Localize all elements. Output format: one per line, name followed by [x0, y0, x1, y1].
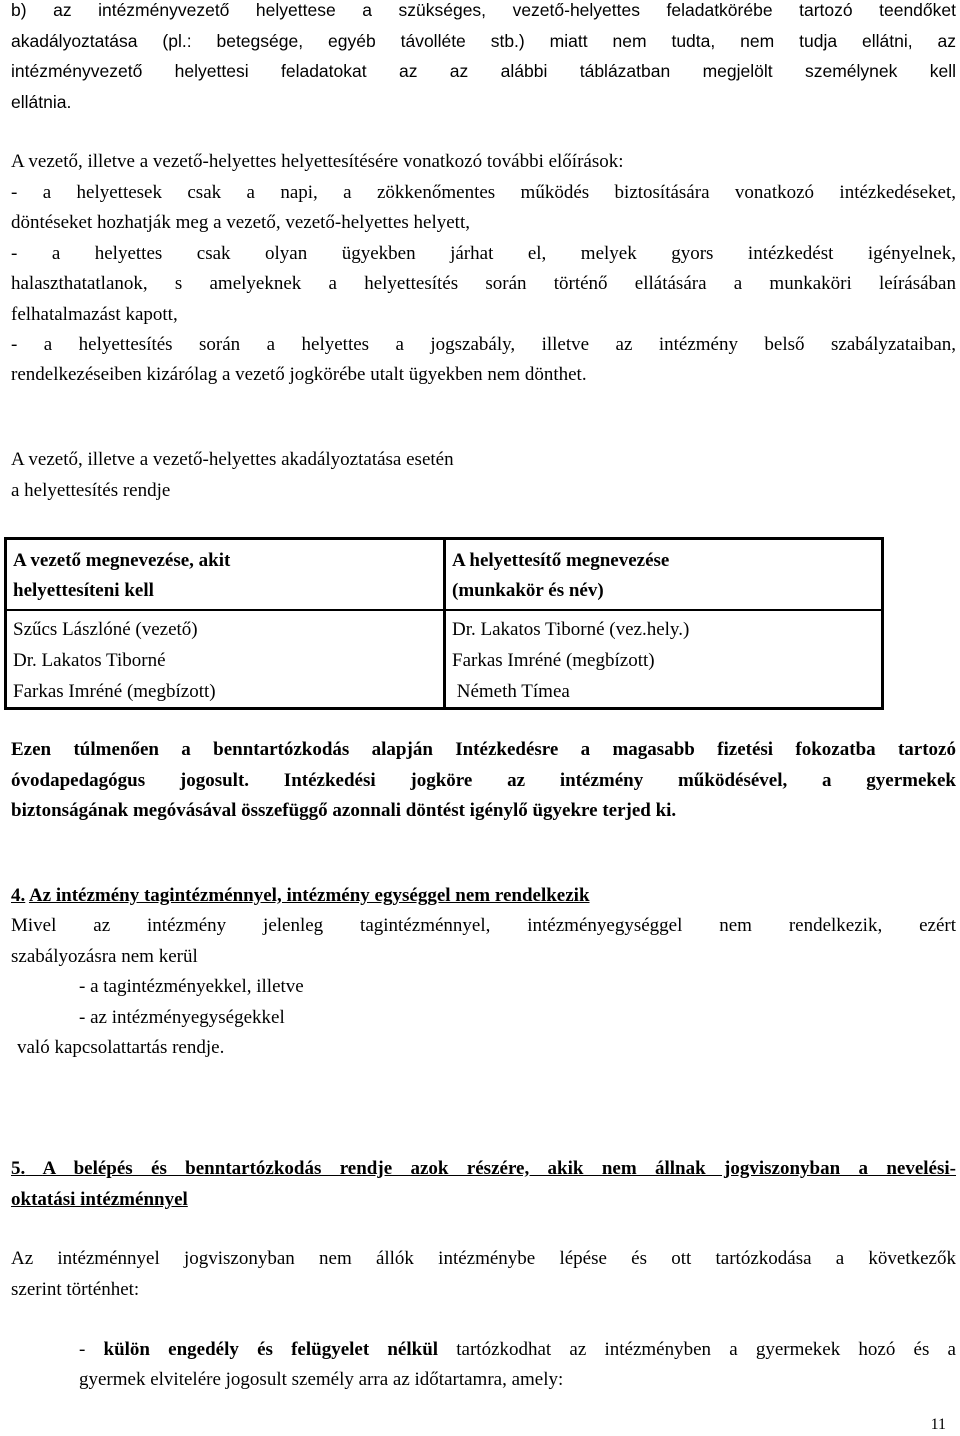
- table-cell: Németh Tímea: [452, 681, 570, 702]
- rules-bullet-line: halaszthatatlanok, s amelyeknek a helyettesítés során történő ellátására a munkaköri leírásában: [11, 273, 956, 294]
- section-title: Az intézmény tagintézménnyel, intézmény egységgel nem rendelkezik: [28, 885, 590, 906]
- rules-heading: A vezető, illetve a vezető-helyettes helyettesítésére vonatkozó további előírások:: [11, 151, 624, 172]
- section-4-list-item: - a tagintézményekkel, illetve: [79, 976, 304, 997]
- table-cell: Farkas Imréné (megbízott): [6, 676, 445, 709]
- section-5-line: Az intézménnyel jogviszonyban nem állók intézménybe lépése és ott tartózkodása a következők: [11, 1248, 956, 1269]
- section-title: A belépés és benntartózkodás rendje azok részére, akik nem állnak jogviszonyban a nevelési-: [42, 1158, 956, 1179]
- section-4-line: szabályozásra nem kerül: [11, 946, 198, 967]
- table-header-row: [6, 539, 883, 611]
- header-text: (munkakör és név): [452, 580, 604, 601]
- table-cell: Farkas Imréné (megbízott): [452, 650, 655, 671]
- rules-bullet-line: felhatalmazást kapott,: [11, 304, 178, 325]
- bold-line: óvodapedagógus jogosult. Intézkedési jogköre az intézmény működésével, a gyermekek: [11, 770, 956, 791]
- section-number: 5.: [11, 1158, 26, 1179]
- page-number: 11: [930, 1416, 946, 1433]
- rules-bullet-line: rendelkezéseiben kizárólag a vezető jogkörébe utalt ügyekben nem dönthet.: [11, 364, 587, 385]
- order-heading-line: a helyettesítés rendje: [11, 480, 171, 501]
- intro-line: b) az intézményvezető helyettese a szükséges, vezető-helyettes feladatkörébe tartozó teendőket: [11, 0, 956, 20]
- section-5-line: szerint történhet:: [11, 1279, 140, 1300]
- table-row: [6, 645, 883, 676]
- bold-line: biztonságának megóvásával összefüggő azonnali döntést igénylő ügyekre terjed ki.: [11, 800, 677, 821]
- table-header-cell: [445, 539, 883, 611]
- section-4-line: való kapcsolattartás rendje.: [17, 1037, 225, 1058]
- section-5-list-item: gyermek elvitelére jogosult személy arra az időtartamra, amely:: [79, 1369, 564, 1390]
- table-row: [6, 676, 883, 709]
- rules-bullet-line: - a helyettes csak olyan ügyekben járhat el, melyek gyors intézkedést igényelnek,: [11, 243, 956, 264]
- header-text: helyettesíteni kell: [13, 580, 154, 601]
- section-title: oktatási intézménnyel: [11, 1189, 188, 1210]
- header-text: A helyettesítő megnevezése: [452, 550, 670, 571]
- section-4-line: Mivel az intézmény jelenleg tagintézménnyel, intézményegységgel nem rendelkezik, ezért: [11, 915, 956, 936]
- section-5-list-item: [79, 1339, 956, 1361]
- order-heading-line: A vezető, illetve a vezető-helyettes akadályoztatása esetén: [11, 449, 454, 470]
- table-header-cell: [6, 539, 445, 611]
- header-text: A vezető megnevezése, akit: [13, 550, 231, 571]
- list-text: tartózkodhat az intézményben a gyermekek hozó és a: [438, 1339, 956, 1360]
- table-cell: Szűcs Lászlóné (vezető): [6, 610, 445, 645]
- rules-bullet-line: - a helyettesítés során a helyettes a jogszabály, illetve az intézmény belső szabályzataiban,: [11, 334, 956, 355]
- section-5-heading: [11, 1158, 956, 1180]
- table-cell: Dr. Lakatos Tiborné: [6, 645, 445, 676]
- intro-line: intézményvezető helyettesi feladatokat az az alábbi táblázatban megjelölt személynek kell: [11, 61, 956, 81]
- section-number: 4.: [11, 885, 26, 906]
- table-cell: Dr. Lakatos Tiborné (vez.hely.): [452, 619, 690, 640]
- table-row: [6, 610, 883, 645]
- intro-line: ellátnia.: [11, 92, 72, 112]
- substitution-table: [4, 537, 884, 710]
- section-5-heading-cont: [11, 1189, 956, 1211]
- section-4-list-item: - az intézményegységekkel: [79, 1007, 285, 1028]
- rules-bullet-line: döntéseket hozhatják meg a vezető, vezető-helyettes helyett,: [11, 212, 470, 233]
- section-4-heading: [11, 885, 956, 907]
- bold-line: Ezen túlmenően a benntartózkodás alapján Intézkedésre a magasabb fizetési fokozatba tartozó: [11, 739, 956, 760]
- emphasis: külön engedély és felügyelet nélkül: [103, 1339, 439, 1360]
- intro-line: akadályoztatása (pl.: betegsége, egyéb távolléte stb.) miatt nem tudta, nem tudja ellátni, az: [11, 31, 956, 51]
- rules-bullet-line: - a helyettesek csak a napi, a zökkenőmentes működés biztosítására vonatkozó intézkedéseket,: [11, 182, 956, 203]
- list-dash: -: [79, 1339, 104, 1360]
